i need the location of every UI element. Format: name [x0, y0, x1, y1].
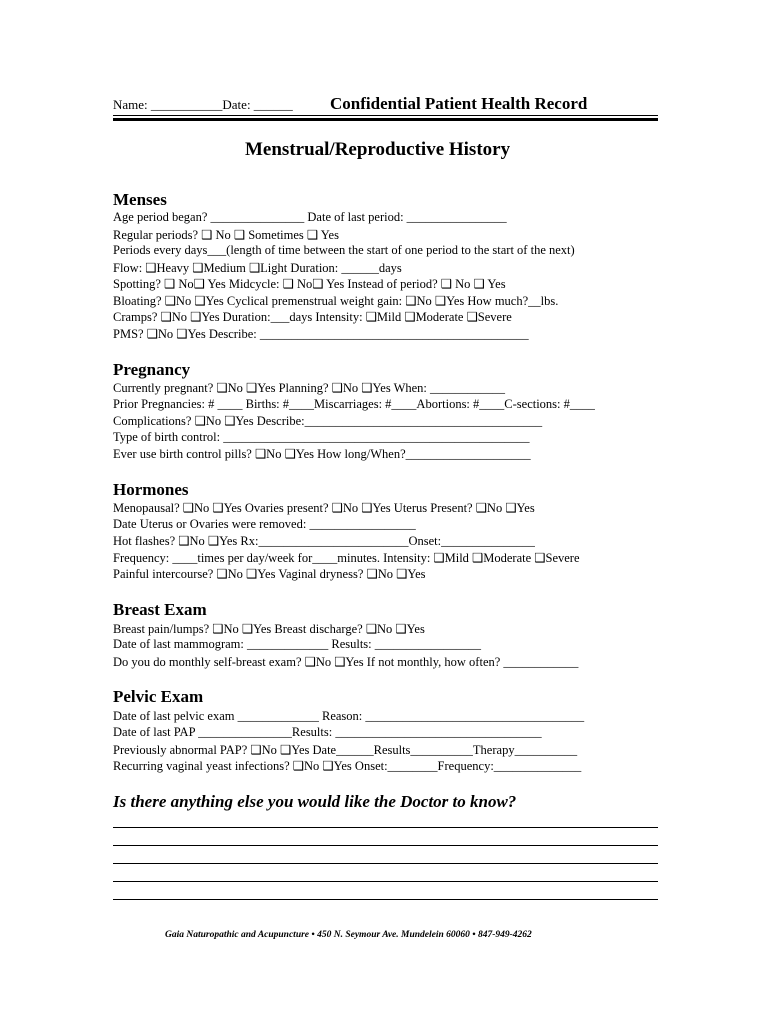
menses-line-flow[interactable]: Flow: ❑Heavy ❑Medium ❑Light Duration: ______days	[113, 261, 402, 275]
section-heading-pregnancy: Pregnancy	[113, 360, 191, 379]
answer-line[interactable]	[113, 899, 658, 900]
pregnancy-line-current[interactable]: Currently pregnant? ❑No ❑Yes Planning? ❑No ❑Yes When: ____________	[113, 381, 506, 395]
section-heading-pelvic-exam: Pelvic Exam	[113, 687, 204, 706]
section-heading-breast-exam: Breast Exam	[113, 600, 207, 619]
breast-line-pain[interactable]: Breast pain/lumps? ❑No ❑Yes Breast discharge? ❑No ❑Yes	[113, 622, 425, 636]
hormones-line-menopausal[interactable]: Menopausal? ❑No ❑Yes Ovaries present? ❑No ❑Yes Uterus Present? ❑No ❑Yes	[113, 501, 535, 515]
menses-line-periods-every[interactable]: Periods every days___(length of time between the start of one period to the start of the next)	[113, 243, 575, 257]
clinic-footer: Gaia Naturopathic and Acupuncture • 450 N. Seymour Ave. Mundelein 60060 • 847-949-4262	[165, 930, 532, 940]
section-heading-hormones: Hormones	[113, 480, 189, 499]
menses-line-regular[interactable]: Regular periods? ❑ No ❑ Sometimes ❑ Yes	[113, 228, 339, 242]
pelvic-line-last-pap[interactable]: Date of last PAP _______________Results: _________________________________	[113, 725, 542, 739]
answer-line[interactable]	[113, 863, 658, 864]
menses-line-age[interactable]: Age period began? _______________ Date of last period: ________________	[113, 210, 507, 224]
pelvic-line-abnormal-pap[interactable]: Previously abnormal PAP? ❑No ❑Yes Date______Results__________Therapy__________	[113, 743, 578, 757]
additional-info-question: Is there anything else you would like the Doctor to know?	[113, 792, 517, 811]
hormones-line-frequency[interactable]: Frequency: ____times per day/week for____minutes. Intensity: ❑Mild ❑Moderate ❑Severe	[113, 551, 580, 565]
breast-line-self-exam[interactable]: Do you do monthly self-breast exam? ❑No ❑Yes If not monthly, how often? ____________	[113, 655, 579, 669]
menses-line-cramps[interactable]: Cramps? ❑No ❑Yes Duration:___days Intensity: ❑Mild ❑Moderate ❑Severe	[113, 310, 512, 324]
pregnancy-line-birth-control[interactable]: Type of birth control: _________________________________________________	[113, 430, 530, 444]
breast-line-mammogram[interactable]: Date of last mammogram: _____________ Results: _________________	[113, 637, 482, 651]
header-rule-thick	[113, 118, 658, 121]
pelvic-line-yeast[interactable]: Recurring vaginal yeast infections? ❑No ❑Yes Onset:________Frequency:______________	[113, 759, 582, 773]
pelvic-line-last-exam[interactable]: Date of last pelvic exam _____________ Reason: ___________________________________	[113, 709, 585, 723]
header-rule-thin	[113, 115, 658, 116]
hormones-line-intercourse[interactable]: Painful intercourse? ❑No ❑Yes Vaginal dryness? ❑No ❑Yes	[113, 567, 426, 581]
menses-line-pms[interactable]: PMS? ❑No ❑Yes Describe: ___________________________________________	[113, 327, 529, 341]
record-title: Confidential Patient Health Record	[330, 94, 588, 113]
name-date-field[interactable]: Name: ___________Date: ______	[113, 97, 293, 112]
pregnancy-line-prior[interactable]: Prior Pregnancies: # ____ Births: #____Miscarriages: #____Abortions: #____C-sections: #____	[113, 397, 595, 411]
answer-line[interactable]	[113, 845, 658, 846]
pregnancy-line-pills[interactable]: Ever use birth control pills? ❑No ❑Yes How long/When?____________________	[113, 447, 531, 461]
hormones-line-removed[interactable]: Date Uterus or Ovaries were removed: _________________	[113, 517, 416, 531]
pregnancy-line-complications[interactable]: Complications? ❑No ❑Yes Describe:______________________________________	[113, 414, 543, 428]
hormones-line-hot-flashes[interactable]: Hot flashes? ❑No ❑Yes Rx:________________________Onset:_______________	[113, 534, 535, 548]
answer-line[interactable]	[113, 827, 658, 828]
document-title: Menstrual/Reproductive History	[245, 139, 511, 160]
menses-line-bloating[interactable]: Bloating? ❑No ❑Yes Cyclical premenstrual weight gain: ❑No ❑Yes How much?__lbs.	[113, 294, 559, 308]
answer-line[interactable]	[113, 881, 658, 882]
menses-line-spotting[interactable]: Spotting? ❑ No❑ Yes Midcycle: ❑ No❑ Yes Instead of period? ❑ No ❑ Yes	[113, 277, 506, 291]
section-heading-menses: Menses	[113, 190, 167, 209]
